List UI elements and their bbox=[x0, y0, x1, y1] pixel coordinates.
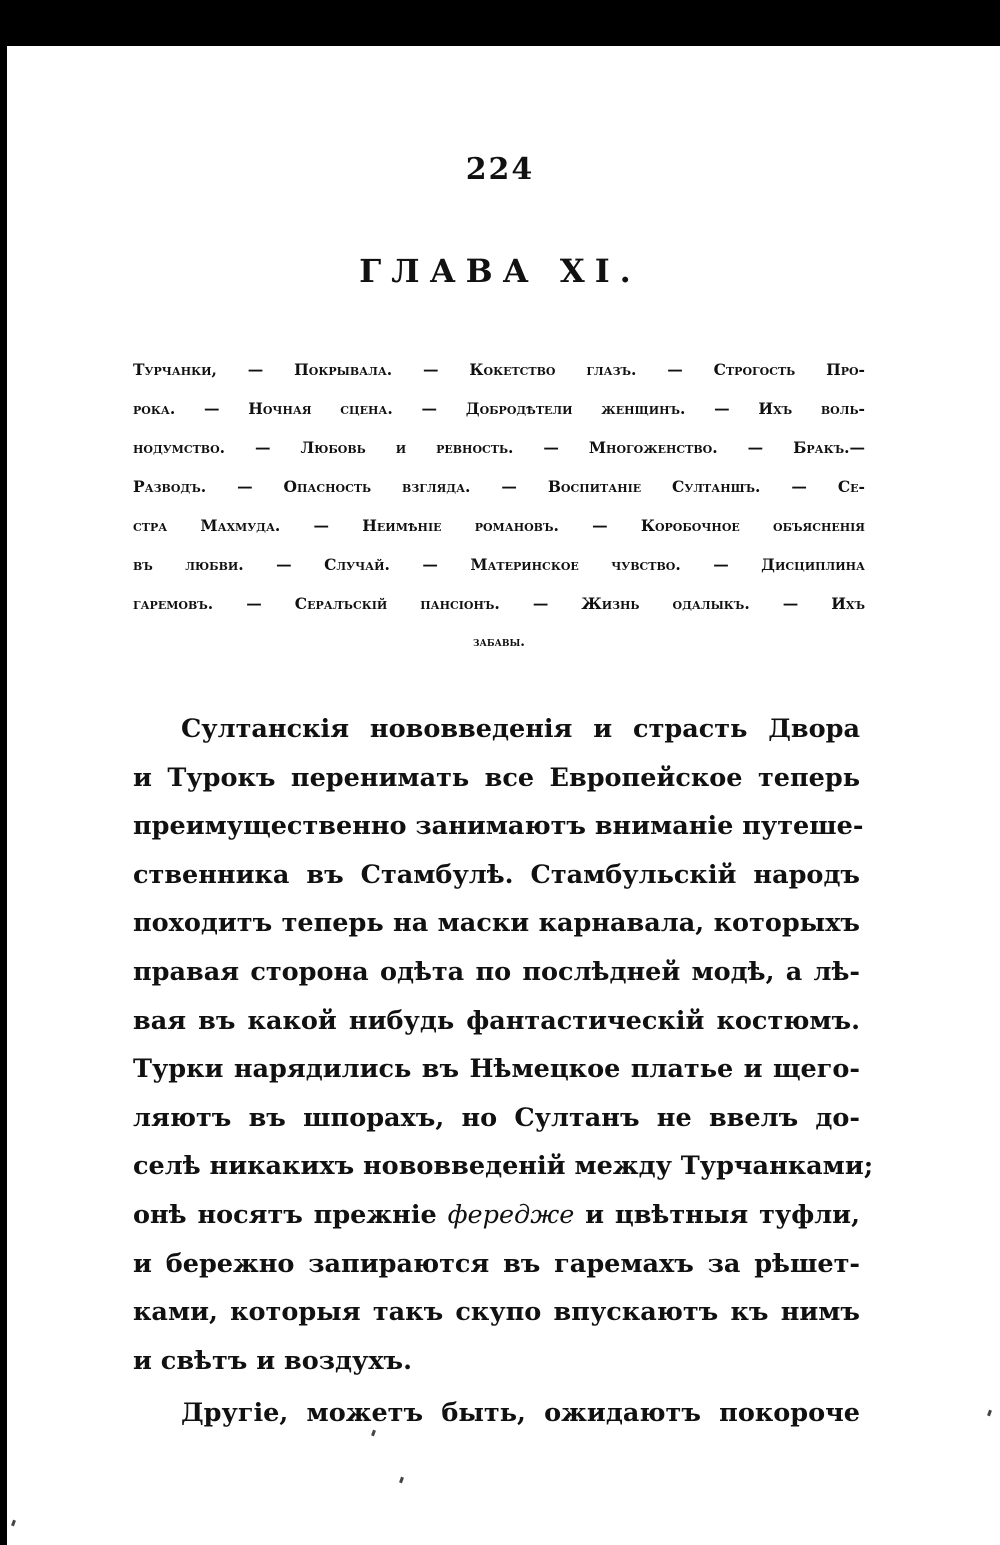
text-line: вая въ какой нибудь фантастическiй костюмъ. bbox=[133, 1005, 860, 1036]
text-line: Турки нарядились въ Нѣмецкое платье и щего- bbox=[133, 1054, 860, 1085]
scan-top-border bbox=[0, 0, 1000, 46]
page-number: 224 bbox=[465, 152, 535, 187]
text-line: Султанскiя нововведенiя и страсть Двора bbox=[181, 714, 860, 744]
scan-speck bbox=[399, 1477, 404, 1484]
text-line: походитъ теперь на маски карнавала, которыхъ bbox=[133, 908, 860, 939]
scan-speck bbox=[987, 1410, 992, 1417]
text-line: преимущественно занимаютъ вниманiе путеше- bbox=[133, 811, 864, 842]
summary-line: гаремовъ. — Сералъскiй пансiонъ. — Жизнь одалыкъ. — Ихъ bbox=[133, 594, 865, 613]
chapter-title: ГЛАВА XI. bbox=[359, 252, 641, 290]
text-line: правая сторона одѣта по послѣдней модѣ, а лѣ- bbox=[133, 956, 860, 987]
text-segment: онѣ носятъ прежнiе bbox=[133, 1199, 437, 1230]
text-line: и свѣтъ и воздухъ. bbox=[133, 1345, 412, 1376]
text-line: и Турокъ перенимать все Европейское теперь bbox=[133, 762, 860, 793]
summary-line: рока. — Ночная сцена. — Добродѣтели женщинъ. — Ихъ воль- bbox=[133, 399, 865, 418]
text-line: ками, которыя такъ скупо впускаютъ къ нимъ bbox=[133, 1297, 860, 1328]
text-line bbox=[133, 1191, 860, 1240]
text-line: ляютъ въ шпорахъ, но Султанъ не ввелъ до- bbox=[133, 1102, 860, 1133]
text-segment: и цвѣтныя туфли, bbox=[585, 1199, 860, 1230]
summary-line: въ любви. — Случай. — Материнское чувство. — Дисциплина bbox=[133, 555, 865, 574]
summary-line: стра Махмуда. — Неимѣнiе романовъ. — Коробочное объясненiя bbox=[133, 516, 865, 535]
summary-line: Турчанки, — Покрывала. — Кокетство глазъ. — Строгость Про- bbox=[133, 360, 865, 379]
italic-word: фередже bbox=[447, 1199, 575, 1230]
summary-line: Разводъ. — Опасность взгляда. — Воспитанiе Султаншъ. — Се- bbox=[133, 477, 865, 496]
text-line: ственника въ Стамбулѣ. Стамбульскiй народъ bbox=[133, 859, 860, 890]
body-paragraph bbox=[133, 705, 874, 1385]
summary-line: забавы. bbox=[473, 634, 525, 650]
second-paragraph bbox=[133, 1389, 860, 1438]
text-line: Другiе, можетъ быть, ожидаютъ покороче bbox=[181, 1398, 860, 1428]
text-line: селѣ никакихъ нововведенiй между Турчанками; bbox=[133, 1151, 874, 1182]
text-line: и бережно запираются въ гаремахъ за рѣшет- bbox=[133, 1248, 860, 1279]
scan-speck bbox=[11, 1520, 16, 1527]
summary-line: нодумство. — Любовь и ревность. — Многоженство. — Бракъ.— bbox=[133, 438, 865, 457]
chapter-summary bbox=[133, 350, 865, 662]
